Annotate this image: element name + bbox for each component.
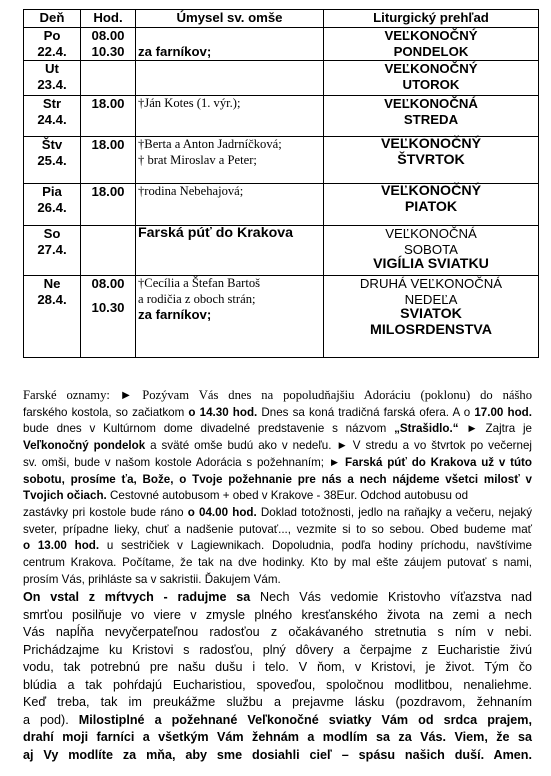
announcement-time: 17.00 hod.	[474, 405, 532, 419]
announcement-text: a sväté omše budú ako v nedeľu. ► V stredu a vo štvrtok po večernej	[145, 439, 532, 453]
table-row	[24, 61, 539, 96]
pilgrimage-title: Farská púť do Krakova	[138, 225, 294, 241]
liturgy-text: VEĽKONOČNÝ	[380, 136, 482, 152]
intention-cell	[136, 226, 324, 276]
liturgy-text: PONDELOK	[393, 43, 469, 59]
announcement-text: Doklad totožnosti, jedlo na raňajky a večeru, nejaký	[256, 505, 532, 519]
intention-cell	[136, 184, 324, 226]
day-name: Po	[43, 28, 61, 43]
liturgy-text: PIATOK	[404, 198, 458, 215]
intention-text: †Cecília a Štefan Bartoš	[138, 276, 261, 290]
announcement-time: o 13.00 hod.	[23, 539, 100, 553]
day-date: 25.4.	[37, 152, 67, 168]
hour-cell	[81, 61, 136, 96]
liturgy-text: VEĽKONOČNÝ	[384, 28, 478, 43]
liturgy-text: SOBOTA	[404, 241, 458, 257]
liturgy-text: NEDEĽA	[404, 291, 458, 307]
day-name: So	[43, 226, 61, 241]
announcement-line	[23, 472, 532, 505]
announcement-text: sv. omši, bude v našom kostole Adorácia s požehnaním; ►	[23, 455, 346, 469]
day-cell	[24, 96, 81, 137]
reflection-heading: On vstal z mŕtvych - radujme sa	[23, 590, 251, 604]
day-cell	[24, 184, 81, 226]
intention-cell	[136, 61, 324, 96]
intention-cell	[136, 28, 324, 61]
announcement-line	[23, 387, 532, 405]
play-title: „Strašidlo.“	[394, 422, 459, 436]
hour-cell	[81, 28, 136, 61]
day-date: 26.4.	[37, 199, 67, 215]
day-name: Ne	[43, 276, 61, 291]
reflection-text: Nech Vás vedomie Kristovho víťazstva nad	[250, 590, 532, 604]
announcement-text: Dnes sa koná tradičná farská ofera. A o	[257, 405, 475, 419]
announcement-line	[23, 572, 532, 589]
column-header-liturgy: Liturgický prehľad	[324, 10, 539, 28]
intention-text: †Ján Kotes (1. výr.);	[138, 96, 241, 110]
table-row	[24, 28, 539, 61]
announcement-line	[23, 538, 532, 555]
reflection-text: a pod).	[23, 712, 69, 727]
day-cell	[24, 276, 81, 358]
day-date: 27.4.	[37, 241, 67, 257]
announcement-line	[23, 455, 532, 472]
announcement-line	[23, 421, 532, 438]
announcement-text: prosím Vás, prihláste sa v sakristii. Ďakujem Vám.	[23, 572, 281, 586]
announcement-line	[23, 522, 532, 539]
announcement-text: zastávky pri kostole bude ráno	[23, 505, 188, 519]
reflection-line: Keď treba, tak im preukážme službu a prejavme lásku (pozdravom, žehnaním	[23, 695, 532, 709]
liturgy-cell	[324, 96, 539, 137]
announcement-highlight: Farská púť do Krakova už v túto	[345, 455, 532, 469]
liturgy-text: VEĽKONOČNÝ	[384, 61, 478, 76]
liturgy-cell	[324, 226, 539, 276]
mass-time: 10.30	[91, 299, 125, 315]
reflection-line	[23, 589, 532, 607]
announcement-text: bude dnes v Kultúrnom dome divadelné predstavenie s názvom	[23, 422, 395, 436]
hour-cell	[81, 226, 136, 276]
mass-time: 18.00	[91, 96, 125, 111]
announcement-time: o 04.00 hod.	[187, 505, 257, 519]
intention-text: za farníkov;	[138, 307, 212, 322]
announcement-text: sveter, prípadne lieky, chuť a nadšenie putovať..., vezmite si to so sebou. Obed budeme mať	[23, 522, 532, 536]
liturgy-text: MILOSRDENSTVA	[370, 321, 492, 338]
day-name: Pia	[42, 184, 62, 199]
spacer	[83, 292, 133, 300]
column-header-hour: Hod.	[81, 10, 136, 28]
announcement-text: u sestričiek v Lagiewnikach. Dopoludnia, podľa hodiny príchodu, navštívime	[99, 539, 532, 553]
table-header-row	[24, 10, 539, 28]
announcement-text: centrum Krakova. Počítame, že tak na dve hodinky. Kto by mal ešte záujem putovať s nami,	[23, 556, 532, 570]
day-name: Str	[42, 96, 62, 111]
liturgy-text: STREDA	[403, 111, 459, 127]
hour-cell	[81, 276, 136, 358]
column-header-intention: Úmysel sv. omše	[136, 10, 324, 28]
liturgy-cell	[324, 184, 539, 226]
liturgy-text: VIGÍLIA SVIATKU	[373, 256, 489, 272]
announcement-text: Farské oznamy: ► Pozývam Vás dnes na popoludňajšiu Adoráciu (poklonu) do nášho	[23, 388, 532, 402]
mass-schedule-table	[23, 9, 539, 358]
liturgy-cell	[324, 28, 539, 61]
liturgy-text: VEĽKONOČNÁ	[384, 96, 478, 111]
day-cell	[24, 226, 81, 276]
mass-time: 08.00	[91, 276, 125, 291]
reflection-line: vodu, tak potrebnú pre našu dušu i telo. V ňom, v Kristovi, je život. Tým čo	[23, 660, 532, 674]
reflection-blessing: Milostiplné a požehnané Veľkonočné sviatky Vám od srdca prajem,	[68, 712, 532, 727]
intention-cell	[136, 137, 324, 184]
intention-text: a rodičia z oboch strán;	[138, 291, 256, 306]
day-date: 28.4.	[37, 291, 67, 307]
table-row	[24, 184, 539, 226]
day-cell	[24, 61, 81, 96]
day-date: 22.4.	[37, 43, 67, 59]
announcement-line	[23, 405, 532, 422]
announcement-line	[23, 555, 532, 572]
reflection-line	[23, 712, 532, 730]
announcement-highlight: Veľkonočný pondelok	[23, 439, 146, 453]
column-header-day: Deň	[24, 10, 81, 28]
day-cell	[24, 137, 81, 184]
liturgy-text: SVIATOK	[400, 306, 462, 322]
hour-cell	[81, 184, 136, 226]
reflection-line: Vás napĺňa nevyčerpateľnou radosťou z očakávaného stretnutia s ním v nebi.	[23, 625, 532, 639]
hour-cell	[81, 137, 136, 184]
intention-text: †Berta a Anton Jadrníčková;	[138, 137, 282, 151]
intention-cell	[136, 276, 324, 358]
mass-time: 18.00	[91, 137, 125, 152]
reflection-line: smrťou posilňuje vo viere v zmysle plného kresťanského života na zemi a nech	[23, 607, 532, 622]
liturgy-cell	[324, 61, 539, 96]
mass-time: 08.00	[91, 28, 125, 43]
announcement-text: ► Zajtra je	[458, 422, 532, 436]
table-row	[24, 226, 539, 276]
table-row	[24, 137, 539, 184]
liturgy-text: ŠTVRTOK	[397, 151, 465, 168]
announcement-line	[23, 438, 532, 455]
mass-time: 10.30	[91, 43, 125, 59]
table-row	[24, 96, 539, 137]
intention-text: za farníkov;	[138, 43, 212, 59]
mass-time: 18.00	[91, 184, 125, 199]
announcement-text: Cestovné autobusom + obed v Krakove - 38Eur. Odchod autobusu od	[110, 489, 469, 503]
liturgy-text: DRUHÁ VEĽKONOČNÁ	[359, 276, 503, 291]
announcement-text: farského kostola, so začiatkom	[23, 405, 189, 419]
liturgy-cell	[324, 276, 539, 358]
reflection-line: blúdia a tak pohŕdajú Eucharistiou, spoveďou, spoločnou modlitbou, nenaliehme.	[23, 677, 532, 692]
day-date: 24.4.	[37, 111, 67, 127]
day-name: Štv	[41, 137, 63, 152]
day-date: 23.4.	[37, 76, 67, 92]
table-row	[24, 276, 539, 358]
liturgy-text: VEĽKONOČNÁ	[385, 226, 477, 241]
easter-reflection	[23, 589, 532, 764]
liturgy-text: VEĽKONOČNÝ	[380, 183, 482, 199]
reflection-line: aj Vy modlíte za mňa, aby sme dosiahli cieľ – spásu našich duší. Amen.	[23, 747, 532, 762]
liturgy-cell	[324, 137, 539, 184]
hour-cell	[81, 96, 136, 137]
announcement-highlight: sobotu, prosíme ťa, Bože, o Tvoje požehnanie pre nás a nech nájdeme všetci milosť v Tvojich očiach.	[23, 472, 532, 503]
day-name: Ut	[45, 61, 59, 76]
parish-announcements	[23, 387, 532, 588]
liturgy-text: UTOROK	[402, 76, 460, 92]
intention-text: † brat Miroslav a Peter;	[138, 152, 257, 167]
announcement-time: o 14.30 hod.	[188, 405, 258, 419]
intention-text	[138, 28, 321, 44]
reflection-line: drahí moji farníci a všetkým Vám žehnám a modlím sa za Vás. Viem, že sa	[23, 730, 532, 744]
day-cell	[24, 28, 81, 61]
reflection-line: Prichádzajme ku Kristovi s radosťou, plný dôvery a čerpajme z Eucharistie živú	[23, 642, 532, 657]
intention-cell	[136, 96, 324, 137]
announcement-line	[23, 505, 532, 522]
intention-text: †rodina Nebehajová;	[138, 184, 244, 198]
